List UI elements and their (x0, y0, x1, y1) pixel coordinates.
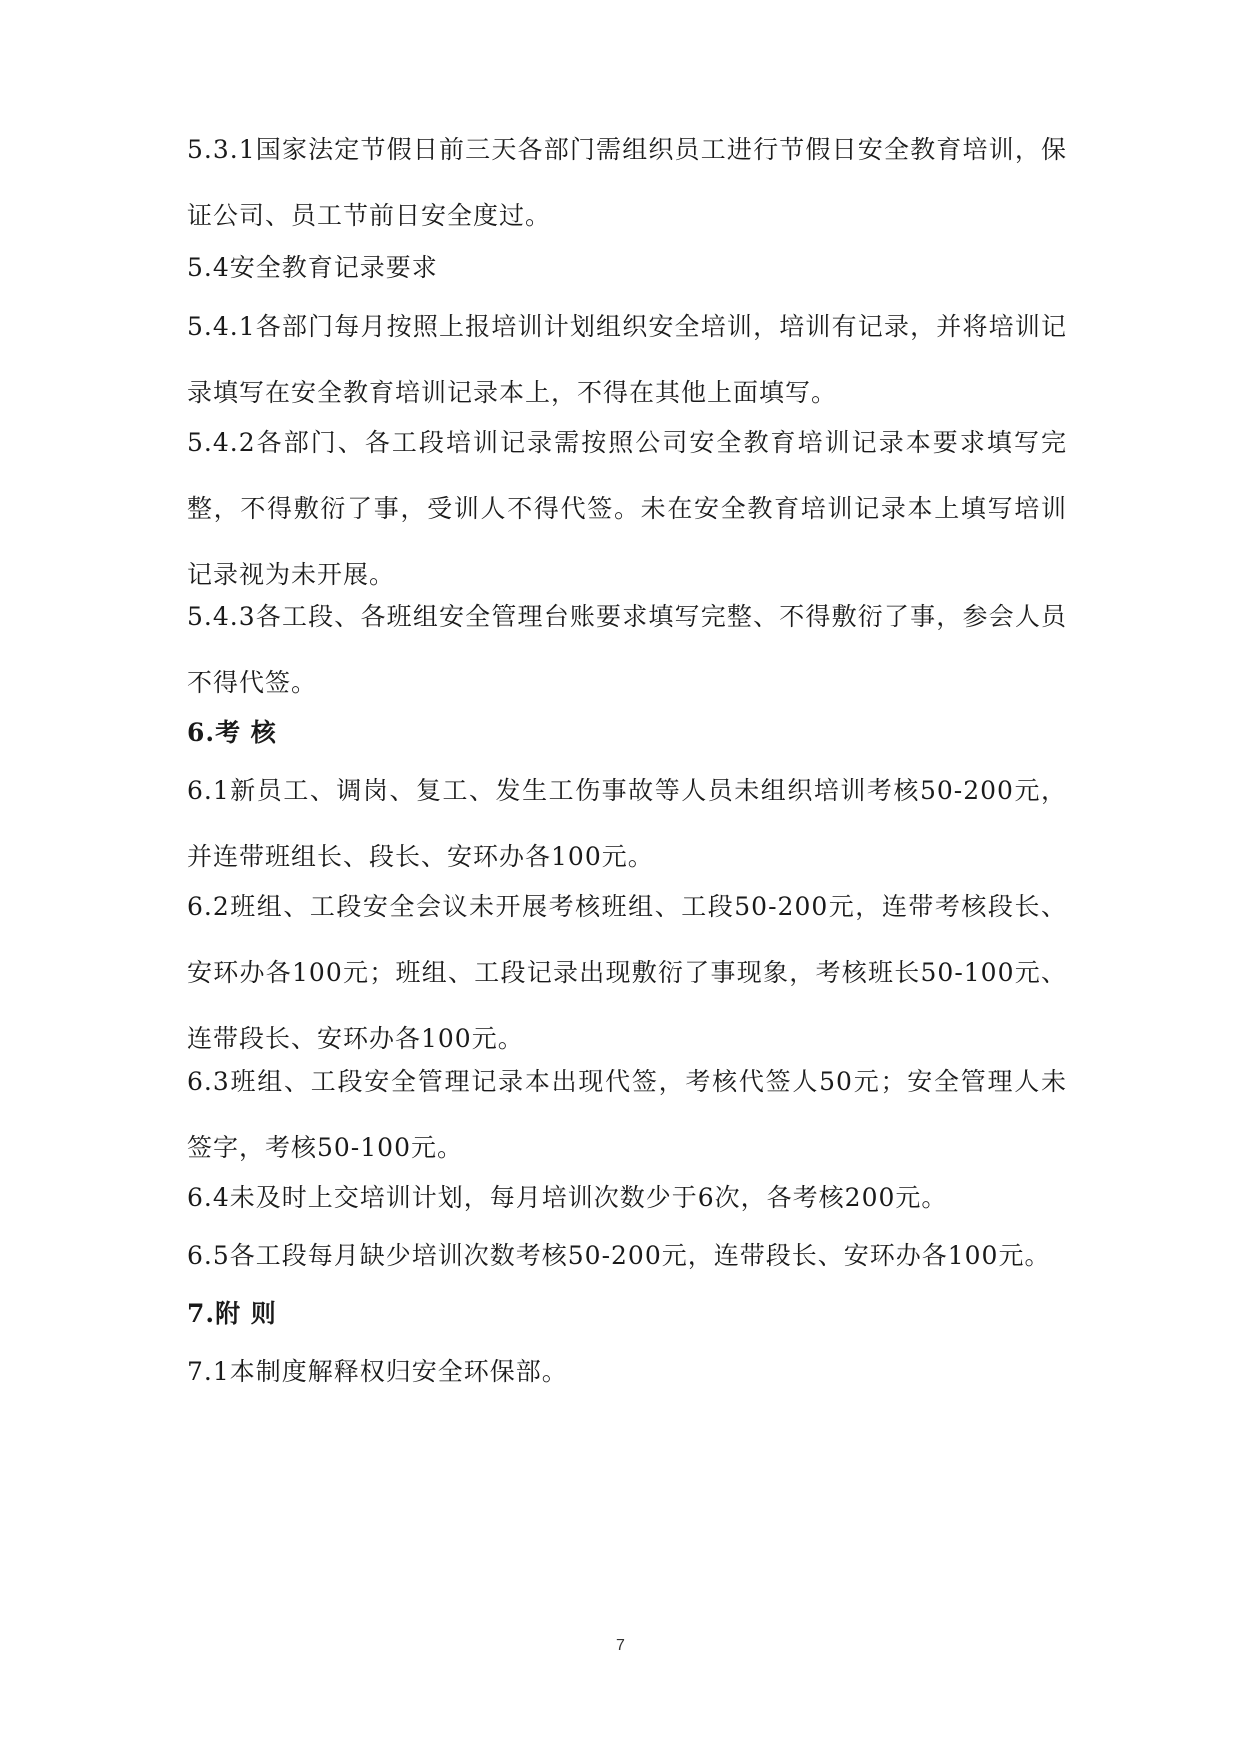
paragraph-5-4-3: 5.4.3各工段、各班组安全管理台账要求填写完整、不得敷衍了事，参会人员不得代签。 (187, 602, 1067, 697)
paragraph-6-4: 6.4未及时上交培训计划，每月培训次数少于6次，各考核200元。 (187, 1183, 948, 1212)
paragraph-6-2: 6.2班组、工段安全会议未开展考核班组、工段50-200元，连带考核段长、安环办各100元；班组、工段记录出现敷衍了事现象，考核班长50-100元、连带段长、安环办各100元。 (187, 892, 1067, 1053)
paragraph-5-4-1: 5.4.1各部门每月按照上报培训计划组织安全培训，培训有记录，并将培训记录填写在安全教育培训记录本上，不得在其他上面填写。 (187, 312, 1067, 407)
section-heading-6: 6.考 核 (187, 718, 277, 747)
paragraph-6-5: 6.5各工段每月缺少培训次数考核50-200元，连带段长、安环办各100元。 (187, 1241, 1051, 1270)
section-heading-5-4: 5.4安全教育记录要求 (187, 253, 438, 282)
section-heading-7: 7.附 则 (187, 1299, 277, 1328)
paragraph-5-4-2: 5.4.2各部门、各工段培训记录需按照公司安全教育培训记录本要求填写完整，不得敷衍了事，受训人不得代签。未在安全教育培训记录本上填写培训记录视为未开展。 (187, 428, 1067, 589)
paragraph-5-3-1: 5.3.1国家法定节假日前三天各部门需组织员工进行节假日安全教育培训，保证公司、员工节前日安全度过。 (187, 135, 1067, 230)
paragraph-7-1: 7.1本制度解释权归安全环保部。 (187, 1357, 568, 1386)
page-number: 7 (616, 1637, 625, 1654)
paragraph-6-3: 6.3班组、工段安全管理记录本出现代签，考核代签人50元；安全管理人未签字，考核50-100元。 (187, 1067, 1067, 1162)
paragraph-6-1: 6.1新员工、调岗、复工、发生工伤事故等人员未组织培训考核50-200元，并连带班组长、段长、安环办各100元。 (187, 776, 1067, 871)
